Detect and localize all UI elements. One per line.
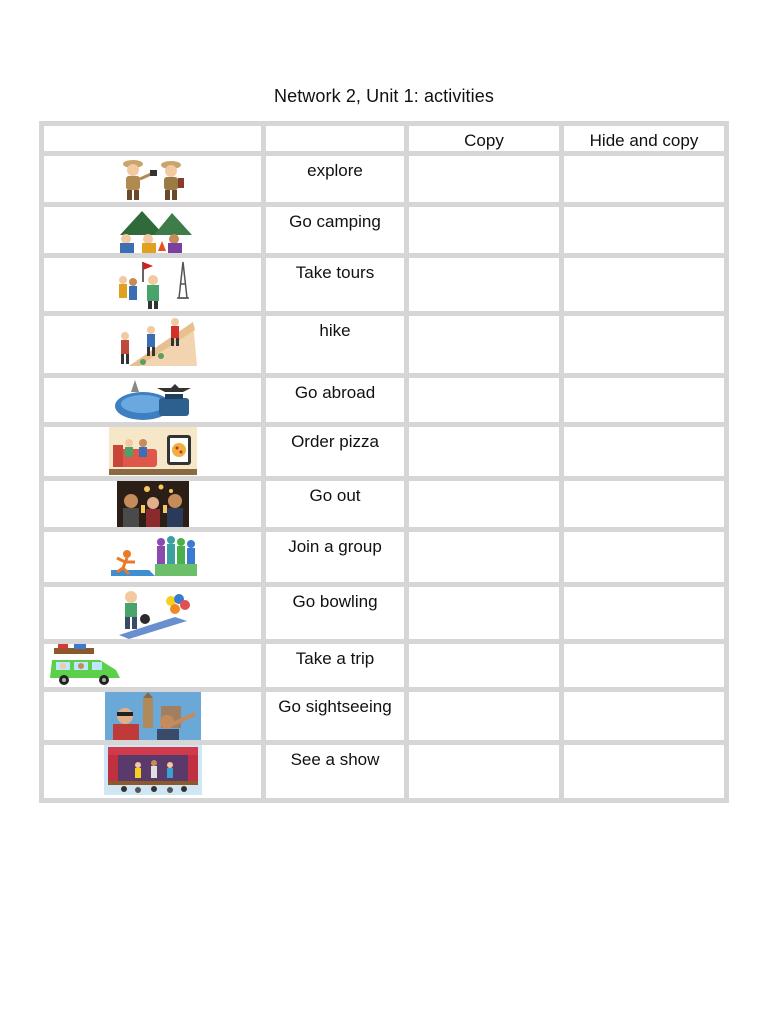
- table-row: [44, 258, 724, 311]
- copy-cell[interactable]: [409, 692, 559, 740]
- page-title: Network 2, Unit 1: activities: [274, 86, 494, 106]
- copy-cell[interactable]: [409, 427, 559, 476]
- hide-and-copy-cell[interactable]: [564, 481, 724, 527]
- table-row: [44, 156, 724, 202]
- activity-word: Go abroad: [266, 378, 404, 422]
- picture-cell: [44, 156, 261, 202]
- picture-cell: [44, 745, 261, 798]
- header-row: [44, 126, 724, 151]
- hide-and-copy-cell[interactable]: [564, 207, 724, 253]
- activity-word: Take a trip: [266, 644, 404, 687]
- hide-and-copy-cell[interactable]: [564, 427, 724, 476]
- activity-word: Join a group: [266, 532, 404, 582]
- copy-cell[interactable]: [409, 258, 559, 311]
- copy-cell[interactable]: [409, 316, 559, 373]
- activity-word: Go camping: [266, 207, 404, 253]
- picture-cell: [44, 532, 261, 582]
- table-row: [44, 587, 724, 639]
- explorers-icon: [115, 156, 191, 202]
- hide-and-copy-cell[interactable]: [564, 644, 724, 687]
- copy-cell[interactable]: [409, 207, 559, 253]
- activity-word: Take tours: [266, 258, 404, 311]
- header-cell-word: [266, 126, 404, 151]
- picture-cell: [44, 258, 261, 311]
- camping-icon: [112, 207, 194, 253]
- table-row: [44, 644, 724, 687]
- activity-word: Go sightseeing: [266, 692, 404, 740]
- activity-word: Go out: [266, 481, 404, 527]
- copy-cell[interactable]: [409, 378, 559, 422]
- order-pizza-icon: [109, 427, 197, 475]
- table-row: [44, 481, 724, 527]
- hide-and-copy-cell[interactable]: [564, 258, 724, 311]
- table-row: [44, 378, 724, 422]
- stage-show-icon: [104, 745, 202, 795]
- table-row: [44, 532, 724, 582]
- copy-cell[interactable]: [409, 156, 559, 202]
- activity-word: explore: [266, 156, 404, 202]
- hide-and-copy-cell[interactable]: [564, 316, 724, 373]
- hide-and-copy-cell[interactable]: [564, 692, 724, 740]
- table-row: [44, 427, 724, 476]
- copy-cell[interactable]: [409, 481, 559, 527]
- tour-group-icon: [113, 258, 193, 310]
- hide-and-copy-cell[interactable]: [564, 378, 724, 422]
- copy-cell[interactable]: [409, 587, 559, 639]
- table-row: [44, 207, 724, 253]
- friends-out-icon: [117, 481, 189, 527]
- activities-table: [39, 121, 729, 803]
- header-cell-hide-and-copy: Hide and copy: [564, 126, 724, 151]
- picture-cell: [44, 427, 261, 476]
- activity-word: Go bowling: [266, 587, 404, 639]
- table-row: [44, 745, 724, 798]
- sightseeing-icon: [105, 692, 201, 740]
- header-cell-copy: Copy: [409, 126, 559, 151]
- picture-cell: [44, 316, 261, 373]
- join-group-icon: [109, 532, 197, 580]
- hide-and-copy-cell[interactable]: [564, 745, 724, 798]
- car-trip-icon: [48, 644, 124, 687]
- picture-cell: [44, 692, 261, 740]
- hide-and-copy-cell[interactable]: [564, 156, 724, 202]
- activity-word: See a show: [266, 745, 404, 798]
- copy-cell[interactable]: [409, 644, 559, 687]
- bowling-icon: [115, 587, 191, 639]
- copy-cell[interactable]: [409, 745, 559, 798]
- picture-cell: [44, 644, 261, 687]
- activity-word: Order pizza: [266, 427, 404, 476]
- table-row: [44, 692, 724, 740]
- table-row: [44, 316, 724, 373]
- travel-luggage-icon: [113, 378, 193, 422]
- hide-and-copy-cell[interactable]: [564, 587, 724, 639]
- hikers-icon: [109, 316, 197, 368]
- picture-cell: [44, 481, 261, 527]
- copy-cell[interactable]: [409, 532, 559, 582]
- picture-cell: [44, 207, 261, 253]
- activity-word: hike: [266, 316, 404, 373]
- picture-cell: [44, 587, 261, 639]
- hide-and-copy-cell[interactable]: [564, 532, 724, 582]
- header-cell-picture: [44, 126, 261, 151]
- picture-cell: [44, 378, 261, 422]
